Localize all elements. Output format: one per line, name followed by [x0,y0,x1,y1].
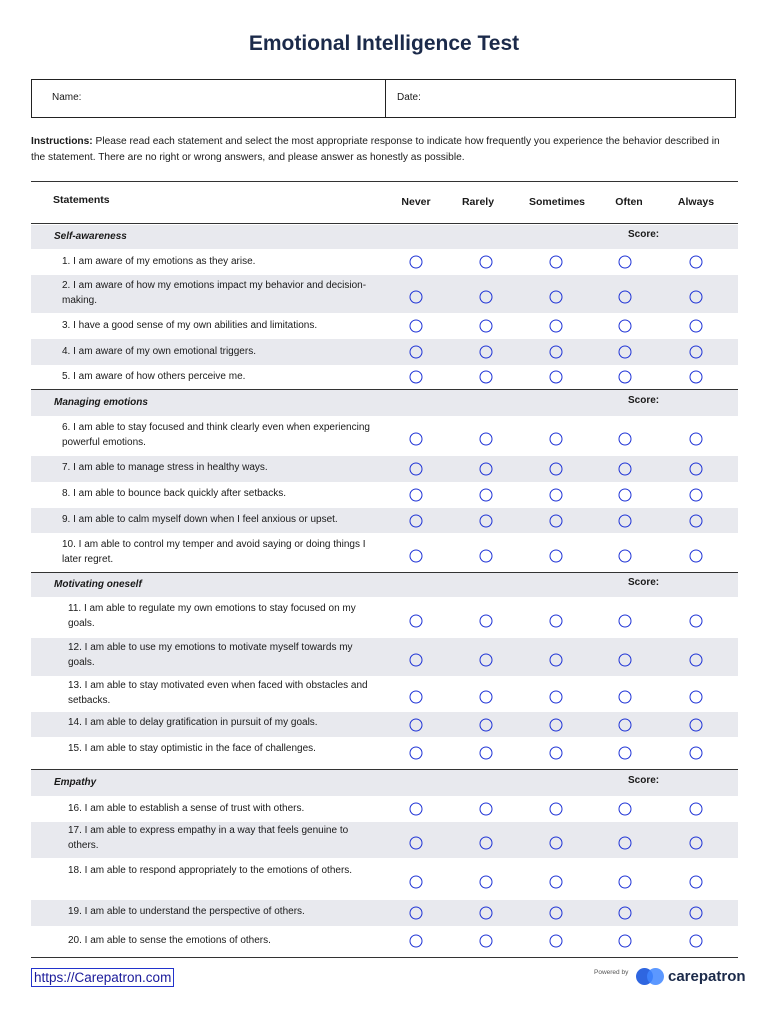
question-row [31,597,738,638]
carepatron-logo-icon [636,966,666,986]
instructions [31,134,731,165]
question-row [31,737,738,769]
col-rarely: Rarely [461,196,495,208]
info-box [31,79,736,118]
radio-never[interactable] [410,837,423,850]
table-bottom-rule [31,957,738,958]
col-never: Never [401,196,431,208]
question-row [31,822,738,858]
radio-always[interactable] [690,935,703,948]
question-text: 15. I am able to stay optimistic in the face of challenges. [68,743,316,754]
question-text: 18. I am able to respond appropriately to the emotions of others. [68,865,353,876]
radio-always[interactable] [690,876,703,889]
radio-never[interactable] [410,614,423,627]
date-field[interactable] [386,80,735,117]
question-text: 6. I am able to stay focused and think clearly even when experiencing powerful emotions. [62,422,370,448]
powered-by-label: Powered by [594,969,629,976]
radio-sometimes[interactable] [550,718,563,731]
question-text: 9. I am able to calm myself down when I feel anxious or upset. [62,514,338,525]
radio-never[interactable] [410,654,423,667]
section-header-self-awareness [31,225,738,249]
brand-name: carepatron [668,967,746,985]
question-text: 17. I am able to express empathy in a way that feels genuine to others. [68,825,349,851]
radio-sometimes[interactable] [550,433,563,446]
radio-sometimes[interactable] [550,256,563,269]
question-text: 2. I am aware of how my emotions impact my behavior and decision-making. [62,280,367,306]
radio-sometimes[interactable] [550,463,563,476]
question-row [31,365,738,389]
carepatron-logo [636,966,746,986]
question-row [31,339,738,365]
radio-often[interactable] [619,876,632,889]
radio-often[interactable] [619,654,632,667]
radio-never[interactable] [410,876,423,889]
radio-always[interactable] [690,346,703,359]
question-text: 10. I am able to control my temper and avoid saying or doing things I later regret. [62,539,366,565]
question-text: 19. I am able to understand the perspective of others. [68,906,305,917]
radio-rarely[interactable] [480,256,493,269]
radio-never[interactable] [410,371,423,384]
radio-sometimes[interactable] [550,291,563,304]
radio-often[interactable] [619,463,632,476]
question-text: 16. I am able to establish a sense of trust with others. [68,803,305,814]
radio-never[interactable] [410,291,423,304]
radio-always[interactable] [690,320,703,333]
radio-never[interactable] [410,489,423,502]
radio-rarely[interactable] [480,514,493,527]
question-row [31,533,738,572]
radio-never[interactable] [410,803,423,816]
section-title: Self-awareness [54,231,127,242]
radio-often[interactable] [619,691,632,704]
radio-rarely[interactable] [480,291,493,304]
name-label: Name: [52,92,82,103]
carepatron-link[interactable]: https://Carepatron.com [31,968,174,987]
page-title: Emotional Intelligence Test [248,32,520,55]
radio-sometimes[interactable] [550,691,563,704]
radio-never[interactable] [410,747,423,760]
radio-never[interactable] [410,907,423,920]
question-text: 1. I am aware of my emotions as they arise. [62,256,256,267]
radio-never[interactable] [410,718,423,731]
radio-rarely[interactable] [480,935,493,948]
radio-rarely[interactable] [480,346,493,359]
radio-often[interactable] [619,907,632,920]
radio-rarely[interactable] [480,747,493,760]
radio-often[interactable] [619,718,632,731]
question-text: 4. I am aware of my own emotional triggers. [62,346,256,357]
radio-always[interactable] [690,463,703,476]
radio-often[interactable] [619,371,632,384]
question-row [31,676,738,712]
radio-rarely[interactable] [480,463,493,476]
radio-rarely[interactable] [480,320,493,333]
question-text: 11. I am able to regulate my own emotions to stay focused on my goals. [68,603,356,629]
radio-never[interactable] [410,320,423,333]
radio-often[interactable] [619,747,632,760]
radio-sometimes[interactable] [550,320,563,333]
radio-always[interactable] [690,803,703,816]
col-sometimes: Sometimes [528,196,586,208]
radio-always[interactable] [690,256,703,269]
radio-rarely[interactable] [480,614,493,627]
section-header-managing-emotions [31,390,738,416]
col-often: Often [615,196,643,208]
question-row [31,900,738,926]
section-title: Empathy [54,777,97,788]
radio-never[interactable] [410,256,423,269]
radio-never[interactable] [410,463,423,476]
radio-rarely[interactable] [480,654,493,667]
question-row [31,275,738,313]
radio-often[interactable] [619,489,632,502]
radio-sometimes[interactable] [550,654,563,667]
question-row [31,416,738,456]
radio-always[interactable] [690,614,703,627]
radio-rarely[interactable] [480,489,493,502]
radio-sometimes[interactable] [550,614,563,627]
radio-sometimes[interactable] [550,747,563,760]
radio-always[interactable] [690,514,703,527]
section-title: Motivating oneself [54,579,142,590]
radio-sometimes[interactable] [550,371,563,384]
radio-often[interactable] [619,837,632,850]
radio-rarely[interactable] [480,549,493,562]
question-row [31,638,738,676]
header-bottom-rule [31,223,738,224]
question-row [31,482,738,508]
radio-never[interactable] [410,549,423,562]
question-text: 7. I am able to manage stress in healthy ways. [62,462,268,473]
radio-always[interactable] [690,907,703,920]
radio-always[interactable] [690,489,703,502]
radio-never[interactable] [410,433,423,446]
radio-rarely[interactable] [480,691,493,704]
question-text: 12. I am able to use my emotions to motivate myself towards my goals. [68,642,353,668]
score-label: Score: [628,775,660,786]
radio-rarely[interactable] [480,876,493,889]
radio-sometimes[interactable] [550,514,563,527]
radio-often[interactable] [619,320,632,333]
date-label: Date: [397,92,421,103]
radio-sometimes[interactable] [550,549,563,562]
radio-often[interactable] [619,256,632,269]
question-row [31,858,738,900]
radio-never[interactable] [410,691,423,704]
radio-rarely[interactable] [480,907,493,920]
section-header-motivating-oneself [31,573,738,597]
question-text: 3. I have a good sense of my own abilities and limitations. [62,320,318,331]
radio-often[interactable] [619,549,632,562]
question-text: 5. I am aware of how others perceive me. [62,371,246,382]
radio-rarely[interactable] [480,803,493,816]
table-header [31,182,738,224]
radio-rarely[interactable] [480,718,493,731]
question-text: 13. I am able to stay motivated even when faced with obstacles and setbacks. [68,680,368,706]
radio-often[interactable] [619,614,632,627]
instructions-text: Please read each statement and select the most appropriate response to indicate how frequently you experience the behavior described in the statement. There are no right or wrong answers, and please answer as honestly as possible. [31,136,720,163]
radio-often[interactable] [619,935,632,948]
radio-always[interactable] [690,549,703,562]
radio-sometimes[interactable] [550,837,563,850]
radio-rarely[interactable] [480,837,493,850]
instructions-label: Instructions: [31,136,93,147]
question-row [31,456,738,482]
question-row [31,249,738,275]
question-row [31,926,738,956]
section-title: Managing emotions [54,397,148,408]
radio-sometimes[interactable] [550,346,563,359]
radio-sometimes[interactable] [550,935,563,948]
radio-always[interactable] [690,654,703,667]
radio-often[interactable] [619,514,632,527]
question-row [31,796,738,822]
radio-sometimes[interactable] [550,876,563,889]
radio-always[interactable] [690,433,703,446]
radio-always[interactable] [690,691,703,704]
radio-never[interactable] [410,935,423,948]
radio-never[interactable] [410,346,423,359]
statements-header: Statements [53,194,110,206]
radio-never[interactable] [410,514,423,527]
radio-always[interactable] [690,837,703,850]
radio-rarely[interactable] [480,433,493,446]
question-row [31,712,738,737]
question-row [31,313,738,339]
radio-often[interactable] [619,803,632,816]
radio-often[interactable] [619,433,632,446]
radio-always[interactable] [690,291,703,304]
radio-always[interactable] [690,718,703,731]
radio-always[interactable] [690,747,703,760]
question-text: 14. I am able to delay gratification in pursuit of my goals. [68,717,318,728]
radio-sometimes[interactable] [550,803,563,816]
question-row [31,508,738,533]
radio-rarely[interactable] [480,371,493,384]
radio-always[interactable] [690,371,703,384]
radio-often[interactable] [619,346,632,359]
radio-often[interactable] [619,291,632,304]
score-label: Score: [628,395,660,406]
section-header-empathy [31,770,738,796]
question-text: 20. I am able to sense the emotions of others. [68,935,271,946]
radio-sometimes[interactable] [550,907,563,920]
score-label: Score: [628,577,660,588]
question-text: 8. I am able to bounce back quickly after setbacks. [62,488,287,499]
col-always: Always [677,196,715,208]
radio-sometimes[interactable] [550,489,563,502]
score-label: Score: [628,229,660,240]
name-field[interactable] [32,80,386,117]
